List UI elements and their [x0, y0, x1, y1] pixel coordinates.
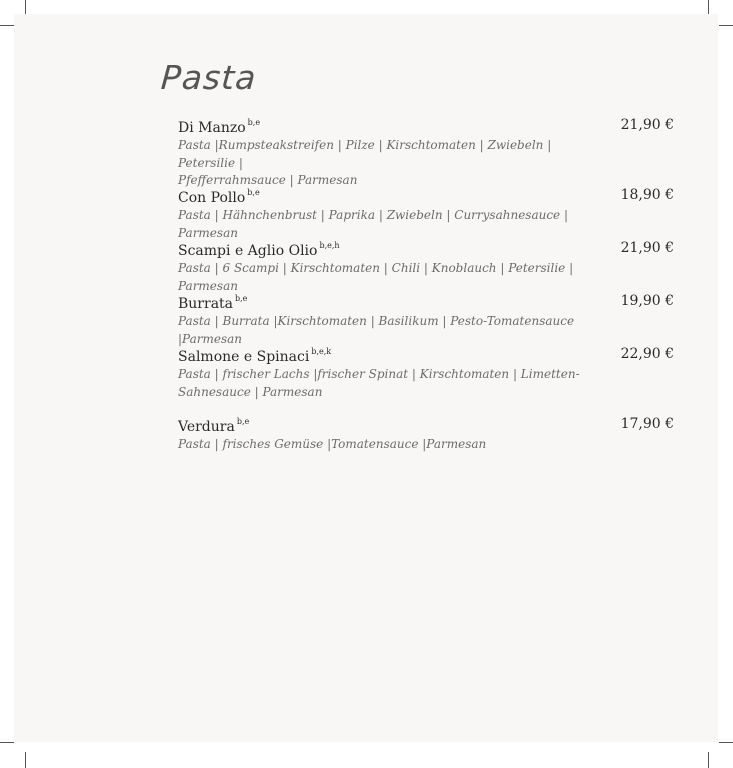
- item-price: 21,90 €: [620, 240, 674, 256]
- menu-item: [178, 187, 674, 242]
- menu-item: [178, 117, 674, 190]
- item-price: 19,90 €: [620, 293, 674, 309]
- item-description: Pasta | Hähnchenbrust | Paprika | Zwiebeln | Currysahnesauce | Parmesan: [178, 208, 569, 240]
- item-name: Burrata $^{b,e}$: [178, 294, 248, 312]
- item-price: 18,90 €: [620, 187, 674, 203]
- item-description: Pasta | Burrata |Kirschtomaten | Basilikum | Pesto-Tomatensauce |Parmesan: [178, 314, 575, 346]
- item-price: 21,90 €: [620, 117, 674, 133]
- item-name: Salmone e Spinaci $^{b,e,k}$: [178, 347, 332, 365]
- allergen-codes: b,e,k: [311, 347, 332, 357]
- allergen-codes: b,e: [236, 417, 250, 427]
- crop-mark: [708, 0, 709, 14]
- crop-mark: [25, 0, 26, 14]
- menu-item: [178, 293, 674, 348]
- crop-mark: [719, 742, 733, 743]
- item-description: Pasta | frischer Lachs |frischer Spinat | Kirschtomaten | Limetten- Sahnesauce | Parmesan: [178, 367, 580, 399]
- page-title: Pasta: [159, 58, 258, 97]
- menu-item: [178, 416, 674, 454]
- item-price: 22,90 €: [620, 346, 674, 362]
- menu-item: [178, 346, 674, 401]
- crop-mark: [0, 742, 14, 743]
- menu-page: [14, 14, 718, 742]
- crop-mark: [25, 752, 26, 768]
- item-name: Di Manzo $^{b,e}$: [178, 118, 261, 136]
- item-description: Pasta | 6 Scampi | Kirschtomaten | Chili | Knoblauch | Petersilie | Parmesan: [178, 261, 574, 293]
- item-name: Scampi e Aglio Olio $^{b,e,h}$: [178, 241, 340, 259]
- crop-mark: [708, 752, 709, 768]
- item-name: Verdura $^{b,e}$: [178, 417, 250, 435]
- allergen-codes: b,e: [247, 118, 261, 128]
- menu-item: [178, 240, 674, 295]
- item-name: Con Pollo $^{b,e}$: [178, 188, 260, 206]
- allergen-codes: b,e: [235, 294, 248, 304]
- item-price: 17,90 €: [620, 416, 674, 432]
- item-description: Pasta |Rumpsteakstreifen | Pilze | Kirschtomaten | Zwiebeln | Petersilie | Pfefferrahmsauce | Parmesan: [178, 138, 552, 187]
- crop-mark: [0, 25, 14, 26]
- allergen-codes: b,e: [247, 188, 260, 198]
- crop-mark: [719, 25, 733, 26]
- item-description: Pasta | frisches Gemüse |Tomatensauce |Parmesan: [178, 437, 487, 451]
- allergen-codes: b,e,h: [319, 241, 340, 251]
